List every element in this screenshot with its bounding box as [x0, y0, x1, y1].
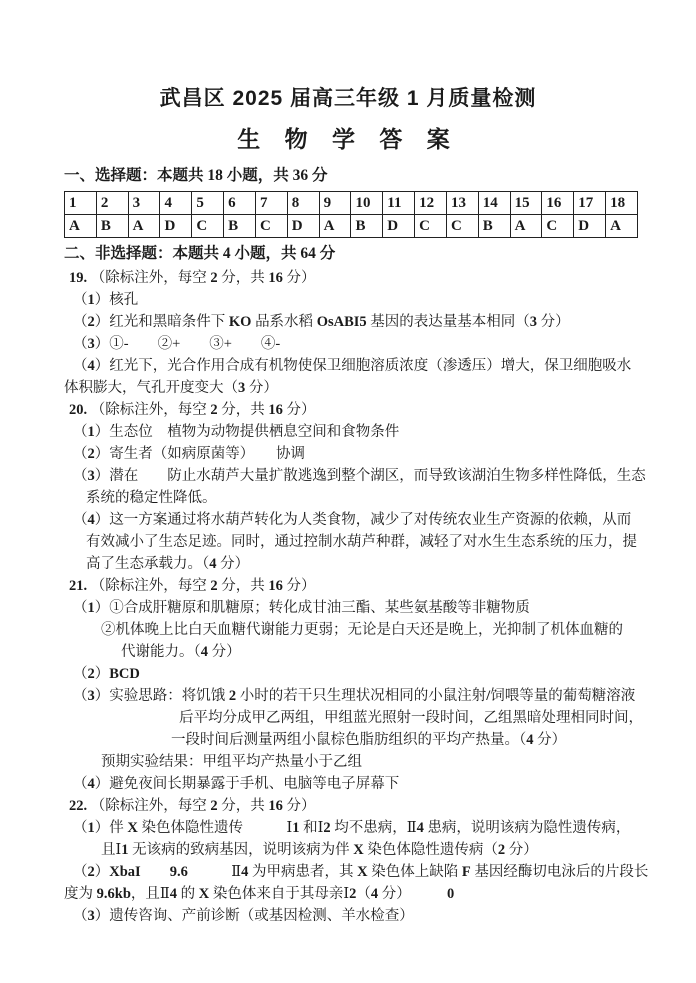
answer-line: （2）XbaI 9.6 Ⅱ4 为甲病患者，其 X 染色体上缺陷 F 基因经酶切电泳后的片段长 — [73, 864, 649, 880]
question-number-cell: 16 — [542, 192, 574, 215]
answer-line: 高了生态承载力。（4 分） — [86, 556, 250, 572]
answer-line: （1）生态位 植物为动物提供栖息空间和食物条件 — [73, 424, 400, 440]
answer-line: （4）避免夜间长期暴露于手机、电脑等电子屏幕下 — [73, 776, 400, 792]
answer-letter-cell: C — [542, 215, 574, 238]
question-number-cell: 8 — [287, 192, 319, 215]
answer-line: 且Ⅰ1 无该病的致病基因，说明该病为伴 X 染色体隐性遗传病（2 分） — [101, 842, 538, 858]
answer-line: 有效减小了生态足迹。同时，通过控制水葫芦种群，减轻了对水生生态系统的压力，提 — [86, 534, 637, 550]
answer-line: （3）遗传咨询、产前诊断（或基因检测、羊水检查） — [73, 908, 414, 924]
answer-letter-cell: B — [96, 215, 128, 238]
answer-line: 22. （除标注外，每空 2 分，共 16 分） — [69, 798, 316, 814]
choice-section-heading: 一、选择题：本题共 18 小题，共 36 分 — [64, 167, 328, 184]
answer-number-row — [65, 192, 638, 215]
answer-line: （3）实验思路：将饥饿 2 小时的若干只生理状况相同的小鼠注射/饲喂等量的葡萄糖溶液 — [73, 688, 636, 704]
answer-line: 一段时间后测量两组小鼠棕色脂肪组织的平均产热量。（4 分） — [171, 732, 567, 748]
answer-line: 预期实验结果：甲组平均产热量小于乙组 — [101, 754, 362, 770]
answer-letter-cell: B — [478, 215, 510, 238]
answer-line: 后平均分成甲乙两组，甲组蓝光照射一段时间，乙组黑暗处理相同时间， — [179, 710, 643, 726]
page-title: 武昌区 2025 届高三年级 1 月质量检测 — [159, 87, 537, 110]
answer-line: （3）①- ②+ ③+ ④- — [73, 336, 281, 352]
question-number-cell: 9 — [319, 192, 351, 215]
answer-line: （4）红光下，光合作用合成有机物使保卫细胞溶质浓度（渗透压）增大，保卫细胞吸水 — [73, 358, 632, 374]
answer-letter-row — [65, 215, 638, 238]
question-number-cell: 17 — [574, 192, 606, 215]
question-number-cell: 3 — [128, 192, 160, 215]
answer-letter-cell: C — [415, 215, 447, 238]
answer-line: （2）BCD — [73, 666, 140, 682]
answer-letter-cell: A — [319, 215, 351, 238]
answer-letter-cell: C — [255, 215, 287, 238]
question-number-cell: 18 — [606, 192, 638, 215]
answer-letter-cell: D — [383, 215, 415, 238]
answer-line: 体积膨大，气孔开度变大（3 分） — [64, 380, 278, 396]
question-number-cell: 12 — [415, 192, 447, 215]
question-number-cell: 11 — [383, 192, 415, 215]
answer-line: 度为 9.6kb，且Ⅱ4 的 X 染色体来自于其母亲Ⅰ2（4 分） 0 — [64, 886, 455, 902]
page-subtitle: 生 物 学 答 案 — [237, 126, 459, 152]
answer-letter-cell: D — [160, 215, 192, 238]
page-content — [64, 166, 649, 927]
answer-line: （3）潜在 防止水葫芦大量扩散逃逸到整个湖区，而导致该湖泊生物多样性降低，生态 — [73, 468, 646, 484]
answer-line: （2）红光和黑暗条件下 KO 品系水稻 OsABI5 基因的表达量基本相同（3 分） — [73, 314, 570, 330]
answer-lines — [64, 267, 649, 927]
answer-letter-cell: B — [224, 215, 256, 238]
answer-letter-cell: A — [606, 215, 638, 238]
question-number-cell: 5 — [192, 192, 224, 215]
answer-letter-cell: B — [351, 215, 383, 238]
question-number-cell: 6 — [224, 192, 256, 215]
question-number-cell: 7 — [255, 192, 287, 215]
answer-line: （1）伴 X 染色体隐性遗传 Ⅰ1 和Ⅰ2 均不患病，Ⅱ4 患病，说明该病为隐性遗传病， — [73, 820, 631, 836]
answer-line: （2）寄生者（如病原菌等） 协调 — [73, 446, 305, 462]
answer-line: （4）这一方案通过将水葫芦转化为人类食物，减少了对传统农业生产资源的依赖，从而 — [73, 512, 632, 528]
answer-line: （1）①合成肝糖原和肌糖原；转化成甘油三酯、某些氨基酸等非糖物质 — [73, 600, 530, 616]
answer-line: 21. （除标注外，每空 2 分，共 16 分） — [69, 578, 316, 594]
question-number-cell: 10 — [351, 192, 383, 215]
answer-line: 19. （除标注外，每空 2 分，共 16 分） — [69, 270, 316, 286]
question-number-cell: 4 — [160, 192, 192, 215]
answer-line: 代谢能力。（4 分） — [121, 644, 241, 660]
answer-letter-cell: A — [510, 215, 542, 238]
answer-line: （1）核孔 — [73, 292, 139, 308]
answer-line: 系统的稳定性降低。 — [86, 490, 217, 506]
answer-letter-cell: D — [287, 215, 319, 238]
answer-letter-cell: C — [446, 215, 478, 238]
answer-line: ②机体晚上比白天血糖代谢能力更弱；无论是白天还是晚上，光抑制了机体血糖的 — [101, 622, 623, 638]
answer-letter-cell: A — [65, 215, 97, 238]
question-number-cell: 14 — [478, 192, 510, 215]
question-number-cell: 13 — [446, 192, 478, 215]
question-number-cell: 15 — [510, 192, 542, 215]
answer-line: 20. （除标注外，每空 2 分，共 16 分） — [69, 402, 316, 418]
answer-letter-cell: A — [128, 215, 160, 238]
answer-letter-cell: D — [574, 215, 606, 238]
choice-answer-table — [64, 191, 638, 238]
answer-letter-cell: C — [192, 215, 224, 238]
question-number-cell: 1 — [65, 192, 97, 215]
free-section-heading: 二、非选择题：本题共 4 小题，共 64 分 — [64, 245, 336, 262]
question-number-cell: 2 — [96, 192, 128, 215]
